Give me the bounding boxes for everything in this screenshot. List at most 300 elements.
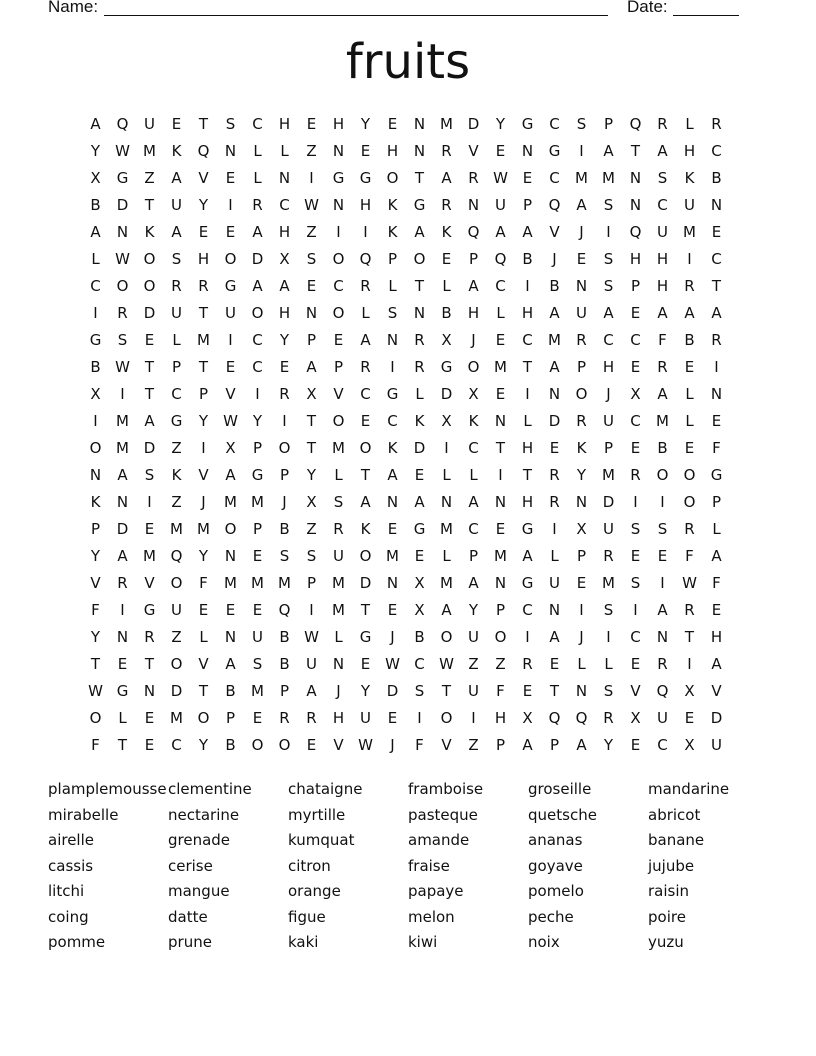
grid-letter: D bbox=[386, 682, 399, 700]
grid-letter: T bbox=[684, 628, 695, 646]
grid-letter: Y bbox=[90, 547, 101, 565]
grid-letter: M bbox=[494, 547, 507, 565]
grid-letter: N bbox=[710, 385, 723, 403]
grid-letter: C bbox=[333, 277, 344, 295]
name-label: Name: bbox=[48, 0, 99, 16]
grid-letter: E bbox=[549, 439, 560, 457]
word-list-item: papaye bbox=[408, 882, 464, 900]
grid-letter: L bbox=[442, 547, 451, 565]
grid-letter: M bbox=[224, 493, 237, 511]
word-list-item: abricot bbox=[648, 805, 701, 824]
grid-letter: E bbox=[144, 736, 155, 754]
grid-letter: D bbox=[143, 439, 156, 457]
grid-letter: R bbox=[657, 655, 668, 673]
grid-letter: B bbox=[225, 736, 236, 754]
grid-letter: P bbox=[495, 736, 506, 754]
grid-letter: T bbox=[522, 466, 533, 484]
name-field-line[interactable] bbox=[104, 15, 608, 16]
word-list-item: banane bbox=[648, 831, 705, 849]
grid-letter: R bbox=[279, 385, 290, 403]
grid-letter: Z bbox=[468, 655, 479, 673]
grid-letter: G bbox=[143, 601, 156, 619]
grid-letter: C bbox=[360, 385, 371, 403]
grid-letter: Z bbox=[171, 628, 182, 646]
grid-letter: Q bbox=[575, 709, 588, 727]
grid-letter: L bbox=[523, 412, 532, 430]
grid-letter: L bbox=[415, 385, 424, 403]
grid-letter: P bbox=[630, 277, 641, 295]
grid-letter: B bbox=[90, 196, 101, 214]
grid-letter: R bbox=[576, 412, 587, 430]
grid-letter: I bbox=[498, 466, 503, 484]
grid-letter: T bbox=[360, 601, 371, 619]
grid-letter: I bbox=[93, 412, 98, 430]
grid-letter: C bbox=[252, 358, 263, 376]
word-list-item: kiwi bbox=[408, 933, 438, 951]
grid-letter: A bbox=[225, 655, 236, 673]
grid-letter: P bbox=[576, 547, 587, 565]
grid-letter: E bbox=[684, 709, 695, 727]
grid-letter: J bbox=[579, 628, 584, 646]
word-list-item: fraise bbox=[408, 856, 450, 875]
grid-letter: N bbox=[656, 628, 669, 646]
grid-letter: I bbox=[579, 142, 584, 160]
grid-letter: Q bbox=[467, 223, 480, 241]
grid-letter: G bbox=[332, 169, 345, 187]
grid-letter: C bbox=[522, 601, 533, 619]
grid-letter: Z bbox=[171, 493, 182, 511]
grid-letter: E bbox=[144, 520, 155, 538]
grid-letter: T bbox=[360, 466, 371, 484]
grid-letter: I bbox=[120, 601, 125, 619]
grid-letter: M bbox=[548, 331, 561, 349]
grid-letter: W bbox=[304, 196, 319, 214]
grid-letter: A bbox=[657, 601, 668, 619]
grid-letter: E bbox=[387, 709, 398, 727]
grid-letter: S bbox=[603, 601, 614, 619]
grid-letter: T bbox=[198, 304, 209, 322]
grid-letter: P bbox=[576, 358, 587, 376]
grid-letter: N bbox=[494, 412, 507, 430]
date-field-line[interactable] bbox=[673, 15, 739, 16]
grid-letter: A bbox=[252, 277, 263, 295]
grid-letter: I bbox=[714, 358, 719, 376]
grid-letter: B bbox=[414, 628, 425, 646]
grid-letter: O bbox=[197, 709, 210, 727]
grid-letter: R bbox=[549, 493, 560, 511]
grid-letter: H bbox=[710, 628, 723, 646]
grid-letter: I bbox=[525, 385, 530, 403]
grid-letter: E bbox=[549, 655, 560, 673]
grid-letter: L bbox=[685, 385, 694, 403]
grid-letter: P bbox=[279, 682, 290, 700]
grid-letter: Q bbox=[170, 547, 183, 565]
grid-letter: O bbox=[332, 250, 345, 268]
grid-letter: B bbox=[279, 655, 290, 673]
grid-letter: R bbox=[711, 115, 722, 133]
grid-letter: R bbox=[684, 520, 695, 538]
grid-letter: S bbox=[306, 547, 317, 565]
grid-letter: O bbox=[170, 574, 183, 592]
grid-letter: I bbox=[390, 358, 395, 376]
grid-letter: D bbox=[413, 439, 426, 457]
grid-letter: C bbox=[522, 331, 533, 349]
word-list-item: mirabelle bbox=[48, 805, 119, 824]
grid-letter: A bbox=[684, 304, 695, 322]
grid-letter: G bbox=[548, 142, 561, 160]
grid-letter: G bbox=[89, 331, 102, 349]
grid-letter: O bbox=[683, 493, 696, 511]
grid-letter: I bbox=[228, 331, 233, 349]
grid-letter: M bbox=[197, 520, 210, 538]
grid-letter: W bbox=[493, 169, 508, 187]
grid-letter: E bbox=[198, 223, 209, 241]
grid-letter: S bbox=[279, 547, 290, 565]
grid-letter: E bbox=[630, 358, 641, 376]
grid-letter: Y bbox=[576, 466, 587, 484]
grid-letter: N bbox=[386, 493, 399, 511]
grid-letter: P bbox=[198, 385, 209, 403]
grid-letter: U bbox=[171, 304, 182, 322]
grid-letter: M bbox=[251, 682, 264, 700]
grid-letter: C bbox=[630, 412, 641, 430]
grid-letter: E bbox=[171, 115, 182, 133]
grid-letter: S bbox=[603, 250, 614, 268]
grid-letter: E bbox=[495, 520, 506, 538]
grid-letter: H bbox=[521, 439, 534, 457]
grid-letter: H bbox=[278, 223, 291, 241]
grid-letter: U bbox=[468, 682, 479, 700]
grid-letter: A bbox=[657, 142, 668, 160]
grid-letter: E bbox=[387, 520, 398, 538]
grid-letter: H bbox=[386, 142, 399, 160]
grid-letter: R bbox=[171, 277, 182, 295]
grid-letter: E bbox=[387, 601, 398, 619]
grid-letter: S bbox=[225, 115, 236, 133]
grid-letter: H bbox=[629, 250, 642, 268]
grid-letter: N bbox=[224, 628, 237, 646]
grid-letter: H bbox=[359, 196, 372, 214]
grid-letter: W bbox=[115, 142, 130, 160]
grid-letter: Y bbox=[198, 196, 209, 214]
grid-letter: O bbox=[278, 439, 291, 457]
grid-letter: U bbox=[603, 412, 614, 430]
grid-letter: H bbox=[656, 250, 669, 268]
grid-letter: E bbox=[711, 223, 722, 241]
grid-letter: G bbox=[710, 466, 723, 484]
grid-letter: E bbox=[306, 115, 317, 133]
grid-letter: O bbox=[116, 277, 129, 295]
grid-letter: O bbox=[575, 385, 588, 403]
grid-letter: V bbox=[198, 655, 209, 673]
word-list-item: cassis bbox=[48, 856, 94, 875]
grid-letter: U bbox=[252, 628, 263, 646]
grid-letter: T bbox=[549, 682, 560, 700]
grid-letter: A bbox=[522, 223, 533, 241]
grid-letter: T bbox=[198, 682, 209, 700]
grid-letter: E bbox=[360, 655, 371, 673]
grid-letter: M bbox=[170, 520, 183, 538]
grid-letter: G bbox=[116, 682, 129, 700]
grid-letter: N bbox=[116, 493, 129, 511]
grid-letter: V bbox=[630, 682, 641, 700]
grid-letter: H bbox=[521, 304, 534, 322]
grid-letter: L bbox=[712, 520, 721, 538]
grid-letter: N bbox=[116, 628, 129, 646]
grid-letter: G bbox=[521, 520, 534, 538]
grid-letter: L bbox=[199, 628, 208, 646]
grid-letter: X bbox=[225, 439, 236, 457]
grid-letter: A bbox=[549, 358, 560, 376]
grid-letter: P bbox=[279, 466, 290, 484]
grid-letter: W bbox=[304, 628, 319, 646]
grid-letter: U bbox=[333, 547, 344, 565]
grid-letter: A bbox=[468, 574, 479, 592]
grid-letter: A bbox=[441, 601, 452, 619]
grid-letter: C bbox=[549, 169, 560, 187]
grid-letter: Y bbox=[306, 466, 317, 484]
word-list-item: goyave bbox=[528, 856, 583, 875]
grid-letter: M bbox=[251, 574, 264, 592]
grid-letter: K bbox=[414, 412, 425, 430]
grid-letter: E bbox=[144, 331, 155, 349]
grid-letter: B bbox=[279, 628, 290, 646]
grid-letter: H bbox=[278, 115, 291, 133]
grid-letter: V bbox=[333, 736, 344, 754]
grid-letter: D bbox=[116, 520, 129, 538]
grid-letter: R bbox=[144, 628, 155, 646]
grid-letter: U bbox=[306, 655, 317, 673]
grid-letter: F bbox=[685, 547, 694, 565]
grid-letter: R bbox=[279, 709, 290, 727]
grid-letter: V bbox=[225, 385, 236, 403]
grid-letter: B bbox=[225, 682, 236, 700]
word-list-item: coing bbox=[48, 907, 89, 926]
grid-letter: E bbox=[360, 142, 371, 160]
word-list-item: poire bbox=[648, 907, 686, 926]
word-list-item: citron bbox=[288, 856, 331, 875]
grid-letter: E bbox=[630, 547, 641, 565]
grid-letter: J bbox=[552, 250, 557, 268]
grid-letter: A bbox=[171, 223, 182, 241]
grid-letter: I bbox=[363, 223, 368, 241]
grid-letter: E bbox=[711, 601, 722, 619]
grid-letter: Q bbox=[278, 601, 291, 619]
grid-letter: S bbox=[333, 493, 344, 511]
grid-letter: Z bbox=[468, 736, 479, 754]
grid-letter: A bbox=[306, 358, 317, 376]
grid-letter: M bbox=[494, 358, 507, 376]
grid-letter: Z bbox=[171, 439, 182, 457]
grid-letter: H bbox=[494, 709, 507, 727]
grid-letter: S bbox=[630, 574, 641, 592]
grid-letter: H bbox=[332, 709, 345, 727]
grid-letter: E bbox=[495, 385, 506, 403]
grid-letter: N bbox=[413, 304, 426, 322]
grid-letter: E bbox=[414, 547, 425, 565]
grid-letter: A bbox=[279, 277, 290, 295]
grid-letter: Q bbox=[629, 115, 642, 133]
grid-letter: G bbox=[440, 358, 453, 376]
grid-letter: P bbox=[468, 250, 479, 268]
grid-letter: H bbox=[467, 304, 480, 322]
grid-letter: E bbox=[333, 331, 344, 349]
grid-letter: O bbox=[224, 250, 237, 268]
word-list-item: clementine bbox=[168, 780, 252, 798]
grid-letter: X bbox=[684, 736, 695, 754]
grid-letter: O bbox=[656, 466, 669, 484]
grid-letter: K bbox=[576, 439, 587, 457]
grid-letter: O bbox=[359, 439, 372, 457]
grid-letter: T bbox=[630, 142, 641, 160]
grid-letter: P bbox=[252, 439, 263, 457]
grid-letter: O bbox=[440, 628, 453, 646]
grid-letter: A bbox=[387, 466, 398, 484]
grid-letter: D bbox=[467, 115, 480, 133]
grid-letter: V bbox=[144, 574, 155, 592]
grid-letter: U bbox=[468, 628, 479, 646]
grid-letter: L bbox=[442, 277, 451, 295]
grid-letter: A bbox=[603, 142, 614, 160]
grid-letter: D bbox=[548, 412, 561, 430]
grid-letter: I bbox=[201, 439, 206, 457]
grid-letter: Y bbox=[90, 628, 101, 646]
word-list-item: peche bbox=[528, 907, 574, 926]
grid-letter: M bbox=[440, 115, 453, 133]
word-list-item: kumquat bbox=[288, 831, 355, 849]
grid-letter: N bbox=[332, 655, 345, 673]
grid-letter: E bbox=[522, 682, 533, 700]
grid-letter: O bbox=[332, 304, 345, 322]
grid-letter: T bbox=[144, 655, 155, 673]
word-list-item: pomelo bbox=[528, 882, 584, 900]
grid-letter: T bbox=[306, 439, 317, 457]
grid-letter: J bbox=[579, 223, 584, 241]
grid-letter: C bbox=[252, 115, 263, 133]
word-list-item: mandarine bbox=[648, 780, 730, 798]
grid-letter: T bbox=[441, 682, 452, 700]
grid-letter: I bbox=[552, 520, 557, 538]
grid-letter: S bbox=[603, 682, 614, 700]
grid-letter: E bbox=[306, 277, 317, 295]
word-search-grid bbox=[82, 111, 730, 759]
grid-letter: E bbox=[225, 169, 236, 187]
grid-letter: I bbox=[309, 169, 314, 187]
grid-letter: R bbox=[657, 115, 668, 133]
grid-letter: W bbox=[115, 358, 130, 376]
grid-letter: V bbox=[468, 142, 479, 160]
word-list-item: nectarine bbox=[168, 805, 240, 824]
grid-letter: I bbox=[687, 655, 692, 673]
grid-letter: L bbox=[550, 547, 559, 565]
grid-letter: R bbox=[198, 277, 209, 295]
word-list-item: groseille bbox=[528, 780, 592, 798]
grid-letter: U bbox=[657, 709, 668, 727]
grid-letter: C bbox=[657, 736, 668, 754]
grid-letter: H bbox=[683, 142, 696, 160]
grid-letter: E bbox=[495, 331, 506, 349]
grid-letter: Y bbox=[360, 682, 371, 700]
grid-letter: P bbox=[306, 574, 317, 592]
grid-letter: E bbox=[198, 601, 209, 619]
grid-letter: N bbox=[224, 547, 237, 565]
grid-letter: O bbox=[143, 277, 156, 295]
grid-letter: A bbox=[90, 223, 101, 241]
word-list-item: airelle bbox=[48, 831, 94, 849]
grid-letter: T bbox=[144, 385, 155, 403]
grid-letter: Z bbox=[144, 169, 155, 187]
grid-letter: U bbox=[603, 520, 614, 538]
grid-letter: Y bbox=[603, 736, 614, 754]
grid-letter: S bbox=[603, 196, 614, 214]
grid-letter: S bbox=[144, 466, 155, 484]
grid-letter: B bbox=[711, 169, 722, 187]
word-list-item: pomme bbox=[48, 933, 106, 951]
grid-letter: P bbox=[522, 196, 533, 214]
grid-letter: Y bbox=[252, 412, 263, 430]
grid-letter: M bbox=[440, 520, 453, 538]
grid-letter: I bbox=[525, 277, 530, 295]
grid-letter: J bbox=[390, 736, 395, 754]
grid-letter: O bbox=[494, 628, 507, 646]
grid-letter: E bbox=[684, 358, 695, 376]
grid-letter: E bbox=[657, 547, 668, 565]
grid-letter: A bbox=[306, 682, 317, 700]
grid-letter: O bbox=[143, 250, 156, 268]
grid-letter: M bbox=[170, 709, 183, 727]
word-list-item: quetsche bbox=[528, 805, 597, 824]
grid-letter: U bbox=[657, 223, 668, 241]
grid-letter: F bbox=[658, 331, 667, 349]
grid-letter: J bbox=[336, 682, 341, 700]
grid-letter: K bbox=[441, 223, 452, 241]
grid-letter: A bbox=[252, 223, 263, 241]
grid-letter: X bbox=[441, 331, 452, 349]
grid-letter: K bbox=[684, 169, 695, 187]
word-list-item: plamplemousse bbox=[48, 780, 167, 798]
grid-letter: A bbox=[495, 223, 506, 241]
grid-letter: X bbox=[414, 601, 425, 619]
word-list-item: datte bbox=[168, 907, 208, 926]
grid-letter: T bbox=[414, 169, 425, 187]
grid-letter: K bbox=[468, 412, 479, 430]
grid-letter: I bbox=[606, 628, 611, 646]
grid-letter: E bbox=[441, 250, 452, 268]
grid-letter: N bbox=[548, 601, 561, 619]
grid-letter: I bbox=[525, 628, 530, 646]
grid-letter: O bbox=[332, 412, 345, 430]
grid-letter: L bbox=[685, 412, 694, 430]
grid-letter: X bbox=[90, 385, 101, 403]
grid-letter: K bbox=[171, 142, 182, 160]
grid-letter: Y bbox=[495, 115, 506, 133]
grid-letter: N bbox=[629, 169, 642, 187]
grid-letter: O bbox=[440, 709, 453, 727]
grid-letter: I bbox=[633, 601, 638, 619]
grid-letter: L bbox=[469, 466, 478, 484]
grid-letter: A bbox=[117, 547, 128, 565]
grid-letter: O bbox=[89, 439, 102, 457]
grid-letter: R bbox=[711, 331, 722, 349]
word-list-item: raisin bbox=[648, 882, 690, 900]
grid-letter: D bbox=[710, 709, 723, 727]
grid-letter: X bbox=[522, 709, 533, 727]
grid-letter: C bbox=[468, 520, 479, 538]
word-list-item: orange bbox=[288, 882, 341, 900]
grid-letter: G bbox=[521, 115, 534, 133]
grid-letter: U bbox=[576, 304, 587, 322]
grid-letter: Q bbox=[197, 142, 210, 160]
